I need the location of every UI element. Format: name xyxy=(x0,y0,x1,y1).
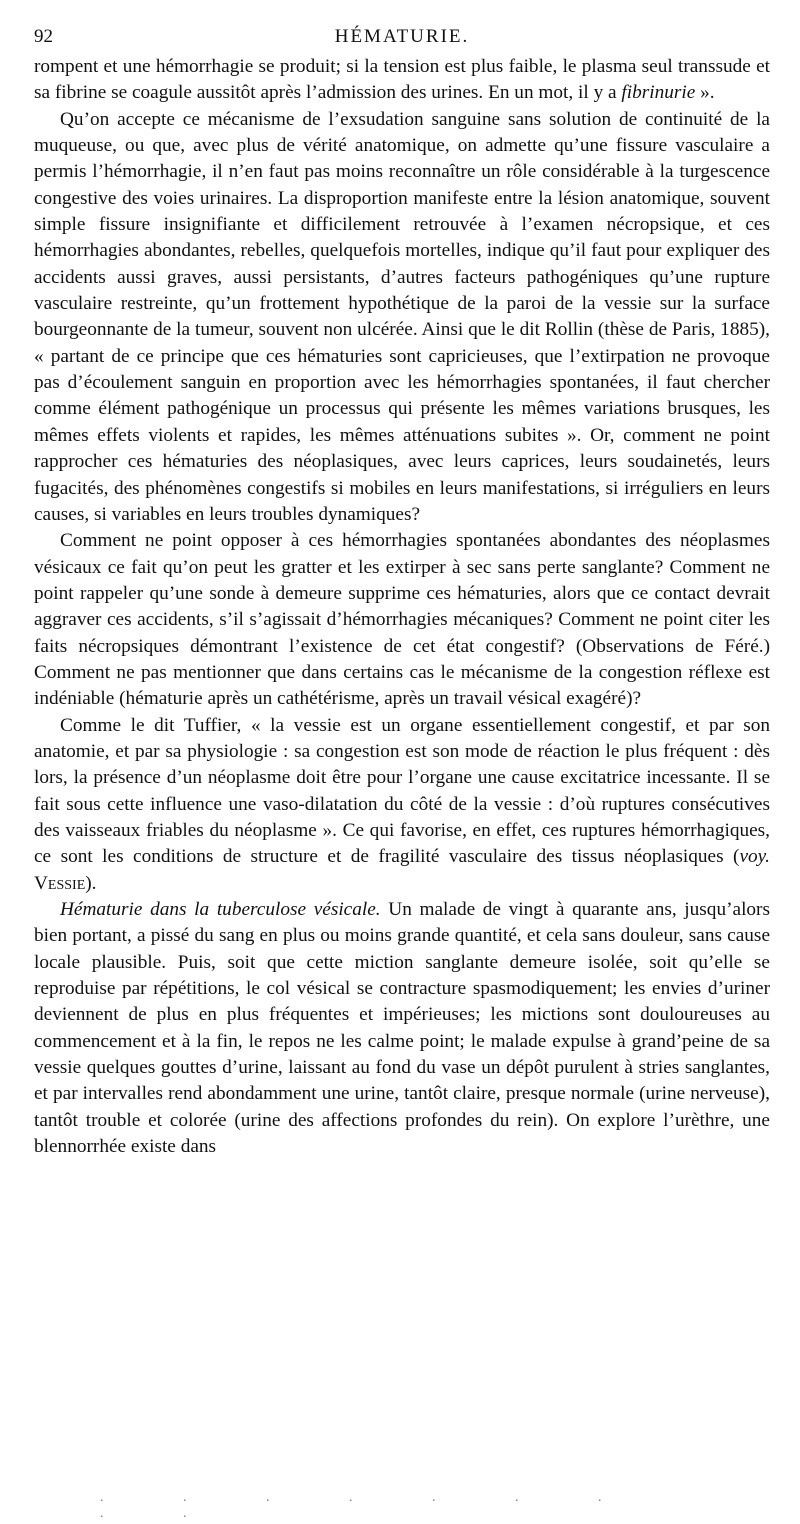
paragraph-continuation xyxy=(34,54,770,107)
paragraph xyxy=(34,897,770,1160)
running-head: HÉMATURIE. xyxy=(334,26,470,47)
body-text xyxy=(34,54,770,1160)
italic-term: fibrinurie xyxy=(621,82,696,104)
paragraph-text: ). xyxy=(85,872,97,894)
paragraph: Comment ne point opposer à ces hémorrhagies spontanées abondantes des néoplasmes vésicaux ce fait qu’on peut les gratter et les extirper à sec sans perte sanglante? Comment ne point rappeler qu’une sonde à demeure supprime ces hématuries, alors que ce contact devrait aggraver ces accidents, s’il s’agissait d’hémorrhagies mécaniques? Comment ne point citer les faits nécropsiques démontrant l’existence de cet état congestif? (Observations de Féré.) Comment ne pas mentionner que dans certains cas le mécanisme de la congestion réflexe est indéniable (hématurie après un cathétérisme, après un travail vésical exagéré)? xyxy=(34,530,770,710)
paragraph-text: rompent et une hémorrhagie se produit; si la tension est plus faible, le plasma seul transsude et sa fibrine se coagule aussitôt après l’admission des urines. En un mot, il y a xyxy=(34,56,770,104)
page-header xyxy=(34,26,770,54)
paragraph-text: Comme le dit Tuffier, « la vessie est un organe essentiellement congestif, et par son anatomie, et par sa physiologie : sa congestion est son mode de réaction le plus fréquent : dès lors, la présence d’un néoplasme doit être pour l’organe une cause excitatrice incessante. Il se fait sous cette influence une vaso-dilatation du côté de la vessie : d’où ruptures consécutives des vaisseaux friables du néoplasme ». Ce qui favorise, en effet, ces ruptures hémorrhagiques, ce sont les conditions de structure et de fragilité vasculaire des tissus néoplasiques ( xyxy=(34,714,770,868)
paragraph-text: ». xyxy=(695,82,715,104)
book-page xyxy=(34,26,770,1160)
bottom-print-marks: . . . . . . . . . xyxy=(100,1490,640,1521)
italic-abbreviation: voy. xyxy=(739,846,770,868)
small-caps-reference: Vessie xyxy=(34,872,86,894)
paragraph: Qu’on accepte ce mécanisme de l’exsudation sanguine sans solution de continuité de la muqueuse, ou que, avec plus de vérité anatomique, on admette qu’une fissure vasculaire a permis l’hémorrhagie, il n’en faut pas moins reconnaître un rôle considérable à la turgescence congestive des voies urinaires. La disproportion manifeste entre la lésion anatomique, souvent simple fissure insignifiante et difficilement retrouvée à l’examen nécropsique, et ces hémorrhagies abondantes, rebelles, quelquefois mortelles, indique qu’il faut pour expliquer des accidents aussi graves, aussi persistants, d’autres facteurs pathogéniques qu’une rupture vasculaire restreinte, qu’un frottement hypothétique de la paroi de la vessie sur la surface bourgeonnante de la tumeur, souvent non ulcérée. Ainsi que le dit Rollin (thèse de Paris, 1885), « partant de ce principe que ces hématuries sont capricieuses, que l’extirpation ne provoque pas d’écoulement sanguin en proportion avec les hémorrhagies spontanées, il faut chercher comme élément pathogénique un processus qui présente les mêmes variations brusques, les mêmes effets violents et rapides, les mêmes atténuations subites ». Or, comment ne point rapprocher ces hématuries des néoplasiques, avec leurs caprices, leurs soudainetés, leurs fugacités, des phénomènes congestifs si mobiles en leurs manifestations, si irréguliers en leurs causes, si variables en leurs troubles dynamiques? xyxy=(34,108,770,525)
page-number: 92 xyxy=(34,26,53,47)
paragraph xyxy=(34,713,770,897)
paragraph-text: Un malade de vingt à quarante ans, jusqu’alors bien portant, a pissé du sang en plus ou moins grande quantité, et cela sans douleur, sans cause locale plausible. Puis, soit que cette miction sanglante demeure isolée, soit qu’elle se reproduise par répétitions, le col vésical se contracture spasmodiquement; les envies d’uriner deviennent de plus en plus fréquentes et impérieuses; les mictions sont douloureuses au commencement et à la fin, le repos ne les calme point; le malade expulse à grand’peine de sa vessie quelques gouttes d’urine, laissant au fond du vase un dépôt purulent à stries sanglantes, et par intervalles rend abondamment une urine, tantôt claire, presque normale (urine nerveuse), tantôt trouble et colorée (urine des affections profondes du rein). On explore l’urèthre, une blennorrhée existe dans xyxy=(34,899,770,1158)
section-heading-italic: Hématurie dans la tuberculose vésicale. xyxy=(60,899,381,920)
